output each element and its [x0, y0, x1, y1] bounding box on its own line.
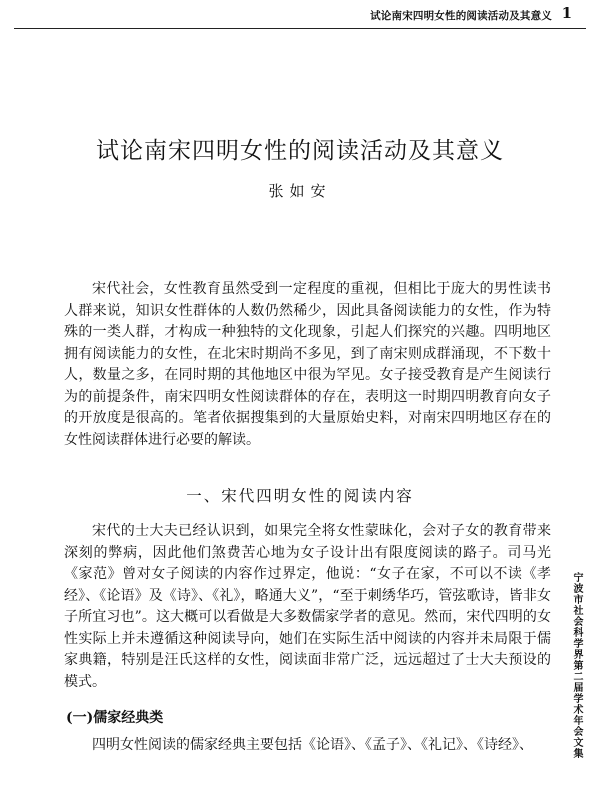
running-head: 试论南宋四明女性的阅读活动及其意义 [370, 10, 552, 22]
vertical-side-note: 宁波市社会科学界第二届学术年会文集 [571, 572, 582, 759]
article-author: 张如安 [268, 182, 332, 200]
subsection-heading: (一)儒家经典类 [66, 710, 164, 726]
page-number: 1 [561, 4, 572, 22]
subsection-paragraph: 四明女性阅读的儒家经典主要包括《论语》、《孟子》、《礼记》、《诗经》、 [92, 737, 533, 753]
section-paragraph: 宋代的士大夫已经认识到，如果完全将女性蒙昧化，会对子女的教育带来深刻的弊病，因此他们煞费苦心地为女子设计出有限度阅读的路子。司马光《家范》曾对女子阅读的内容作过界定，他说：“女子在家，不可以不读《孝经》、《论语》及《诗》、《礼》，略通大义”，“至于刺绣华巧，管弦歌诗，皆非女子所宜习也”。这大概可以看做是大多数儒家学者的意见。然而，宋代四明的女性实际上并未遵循这种阅读导向，她们在实际生活中阅读的内容并未局限于儒家典籍，特别是汪氏这样的女性，阅读面非常广泛，远远超过了士大夫预设的模式。 [64, 523, 551, 690]
section-heading: 一、宋代四明女性的阅读内容 [186, 487, 414, 505]
header-rule [14, 28, 586, 29]
intro-paragraph: 宋代社会，女性教育虽然受到一定程度的重视，但相比于庞大的男性读书人群来说，知识女性群体的人数仍然稀少，因此具备阅读能力的女性，作为特殊的一类人群，才构成一种独特的文化现象，引起人们探究的兴趣。四明地区拥有阅读能力的女性，在北宋时期尚不多见，到了南宋则成群涌现，不下数十人，数量之多，在同时期的其他地区中很为罕见。女子接受教育是产生阅读行为的前提条件，南宋四明女性阅读群体的存在，表明这一时期四明教育向女子的开放度是很高的。笔者依据搜集到的大量原始史料，对南宋四明地区存在的女性阅读群体进行必要的解读。 [64, 281, 551, 448]
article-title: 试论南宋四明女性的阅读活动及其意义 [96, 138, 504, 164]
